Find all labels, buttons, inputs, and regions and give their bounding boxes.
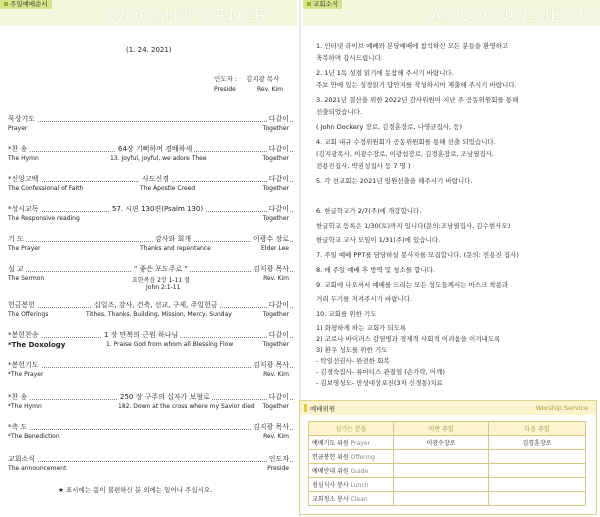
order-item-leader: 다같이 <box>268 145 289 153</box>
announcement-line: 10. 교회를 위한 기도 <box>316 310 377 318</box>
announcement-line: 1) 화평하게 하는 교회가 되도록 <box>316 324 407 332</box>
table-row <box>309 436 586 450</box>
announcement-line: 축복하며 감사드립니다. <box>316 54 383 62</box>
order-item <box>8 262 293 291</box>
this-week-cell <box>394 464 489 478</box>
order-item-leader-en: Preside <box>267 465 289 472</box>
order-item-leader: 다같이 <box>268 205 289 213</box>
announcement-line: 2. 1년 1독 성경 읽기에 동참해 주시기 바랍니다. <box>316 69 454 77</box>
order-item-leader-en: Together <box>262 341 289 348</box>
worship-order-tag <box>0 0 52 9</box>
this-week-cell <box>394 478 489 492</box>
announcement-line: 거리 두기를 지켜주시기 바랍니다. <box>316 295 413 303</box>
announcement-line: 1. 인터넷 라이브 예배와 본당예배에 참석하신 모든 분들을 환영하고 <box>316 42 509 50</box>
order-item-content: 십일조, 감사, 건축, 선교, 구제, 주일헌금 <box>94 301 218 309</box>
next-week-cell <box>489 464 586 478</box>
order-item-leader-en: Elder Lee <box>261 245 289 252</box>
order-item-title: 설 교 <box>8 265 24 273</box>
order-item-leader-en: Together <box>262 215 289 222</box>
role-en: Clean <box>350 496 368 503</box>
order-item-leader-en: Rev. Kim <box>263 371 289 378</box>
order-item-content: " 좋은 포도주로 " <box>134 265 188 273</box>
order-item-content-en: Thanks and repentance <box>140 245 211 252</box>
worship-order-title: WORSHIP ORDER <box>108 6 269 25</box>
order-item-content-en: Tithes, Thanks, Building, Mission, Mercy, Sunday <box>86 311 232 318</box>
order-item-leader: 다같이 <box>268 115 289 123</box>
bar-marker-icon <box>304 404 307 412</box>
announcement-line: 5. 각 선교회는 2021년 임원선출을 해주시기 바랍니다. <box>316 177 473 185</box>
role-en: Offering <box>350 454 375 461</box>
announcement-line: 한글학교 등록은 1/30(토)까지 입니다(문의:조남필집사, 김수현사모) <box>316 222 511 230</box>
order-item-title: 기 도 <box>8 235 24 243</box>
order-item-content-en: 1. Praise God from whom all Blessing Flow <box>106 341 234 348</box>
order-item <box>8 420 293 442</box>
order-item-title-en: The Offerings <box>8 311 49 318</box>
order-item-content-en: 182. Down at the cross where my Savior died <box>118 403 255 410</box>
announcement-line: - 탁일선권사- 완전한 회복 <box>316 357 390 365</box>
worship-service-box <box>299 400 597 515</box>
announcement-line: 주보 안에 있는 성경읽기 답안지를 작성하시어 제출해 주시기 바랍니다. <box>316 81 517 89</box>
dotted-leader <box>8 121 293 122</box>
order-item <box>8 298 293 320</box>
role-ko: 예배기도 위원 <box>312 440 349 447</box>
role-en: Lunch <box>350 482 369 489</box>
announcement-line: 한글학교 교사 모임이 1/31(주)에 있습니다. <box>316 236 441 244</box>
order-item-leader: 인도자 <box>268 455 289 463</box>
leader-label: 인도자 : <box>214 75 238 83</box>
order-item-title-en: *The Hymn <box>8 403 42 410</box>
order-item-content: 사도신경 <box>142 175 170 183</box>
announcements-tag <box>303 0 342 9</box>
order-item-title-en: The Confessional of Faith <box>8 185 84 192</box>
next-week-cell <box>489 478 586 492</box>
announcements-tag-label: 교회소식 <box>313 0 339 8</box>
table-header-row <box>309 422 586 436</box>
order-item-leader-en: Rev. Kim <box>263 275 289 282</box>
order-item-content: 57. 시편 130편(Psalm 130) <box>112 205 204 213</box>
worship-order-tag-label: 주일예배순서 <box>10 0 48 8</box>
order-item-title: *성시교독 <box>8 205 39 213</box>
order-item-content-en: The Apostle Creed <box>140 185 196 192</box>
role-ko: 점심식사 봉사 <box>312 482 349 489</box>
order-item-title: *찬 송 <box>8 393 28 401</box>
order-item-leader-en: Together <box>262 311 289 318</box>
announcement-line: 6. 한글학교가 2/7(주)에 개강합니다. <box>316 207 422 215</box>
order-item-title-en: *The Benediction <box>8 433 60 440</box>
order-item-title-en: *The Prayer <box>8 371 44 378</box>
order-item-content: 1 장 만복의 근원 하나님 <box>104 331 179 339</box>
role-cell <box>309 450 394 464</box>
order-item <box>8 112 293 134</box>
order-item-leader: 다같이 <box>268 301 289 309</box>
order-item-content: 64장 기뻐하며 경배하세 <box>118 145 193 153</box>
order-item <box>8 232 293 254</box>
order-item-leader: 김지광 목사 <box>252 361 289 369</box>
column-header: 다음 주일 <box>489 422 586 436</box>
worship-service-tag: 예배위원 <box>310 405 336 413</box>
order-item-title: *신앙고백 <box>8 175 39 183</box>
role-ko: 예배안내 위원 <box>312 468 349 475</box>
order-item <box>8 142 293 164</box>
next-week-cell <box>489 492 586 506</box>
column-header: 섬기는 분들 <box>309 422 394 436</box>
order-item-leader-en: Together <box>262 125 289 132</box>
order-item-scripture-en: John 2:1-11 <box>146 284 181 291</box>
table-row <box>309 464 586 478</box>
square-bullet-icon <box>4 2 8 6</box>
role-en: Prayer <box>350 440 370 447</box>
role-ko: 교회청소 봉사 <box>312 496 349 503</box>
column-header: 이번 주일 <box>394 422 489 436</box>
announcements-title: ANNOUNCEMENTS <box>430 6 600 25</box>
order-item-title: 교회소식 <box>8 455 36 463</box>
standing-footnote: ★ 표시에는 몸이 불편하신 분 외에는 일어나 주십시오. <box>58 486 213 494</box>
order-item <box>8 202 293 224</box>
announcement-line: 8. 매 주일 예배 후 방역 및 청소를 합니다. <box>316 266 435 274</box>
this-week-cell <box>394 492 489 506</box>
worship-service-header <box>300 401 596 415</box>
order-item-leader: 김지광 목사 <box>252 423 289 431</box>
announcement-line: 9. 교회에 나오셔서 예배를 드리는 모든 성도들께서는 마스크 착용과 <box>316 281 509 289</box>
order-item-title: *봉헌기도 <box>8 361 39 369</box>
service-date: (1. 24. 2021) <box>126 46 172 54</box>
announcement-line: 2) 코로나 바이러스 감염병과 경제적 사회적 어려움을 이겨내도록 <box>316 335 501 343</box>
leader-label-en: Preside <box>214 86 236 93</box>
order-item-title: 묵상기도 <box>8 115 36 123</box>
worship-service-title: Worship Service <box>535 404 588 412</box>
order-item-title-en: Prayer <box>8 125 28 132</box>
order-item-leader-en: Rev. Kim <box>263 433 289 440</box>
announcement-line: 전용진집사, 박권성집사 등 7 명 ) <box>316 162 411 170</box>
order-item-leader-en: Together <box>262 155 289 162</box>
order-item-leader: 김지광 목사 <box>252 265 289 273</box>
order-item-leader: 다같이 <box>268 393 289 401</box>
role-ko: 헌금봉헌 위원 <box>312 454 349 461</box>
next-week-cell: 김경훈장로 <box>489 436 586 450</box>
order-item-leader-en: Together <box>262 403 289 410</box>
order-item-content-en: 요한복음 2장 1-11 절 <box>132 277 190 284</box>
role-cell <box>309 492 394 506</box>
table-row <box>309 492 586 506</box>
order-item-title-en: The Prayer <box>8 245 41 252</box>
order-item <box>8 452 293 474</box>
announcement-line: - 김보영성도- 만성대상포진(3차 신경통)치료 <box>316 379 443 387</box>
announcement-line: - 김경숙집사- 류마티스 관절염 (손가락, 어깨) <box>316 368 445 376</box>
order-item-title: *축 도 <box>8 423 28 431</box>
announcement-line: 7. 주일 예배 PPT를 담당하실 봉사자를 모집합니다. (문의: 전용진 집사) <box>316 251 519 259</box>
leader-name-en: Rev. Kim <box>257 86 283 93</box>
announcement-line: 4. 교회 내규 수정위원회가 공동위원회를 통해 선출 되었습니다. <box>316 138 496 146</box>
announcement-line: 3) 환우 성도를 위한 기도 <box>316 346 388 354</box>
announcement-line: 선출되었습니다. <box>316 108 363 116</box>
announcement-line: 3. 2021년 결산을 위한 2022년 감사위원이 지난 주 공동위원회를 통해 <box>316 96 519 104</box>
role-en: Guide <box>350 468 369 475</box>
order-item <box>8 358 293 380</box>
announcement-line: ( John Dockery 장로, 김경훈장로, 나영균집사, 등) <box>316 123 463 131</box>
order-item-title-en: The Responsive reading <box>8 215 80 222</box>
order-item-leader: 다같이 <box>268 175 289 183</box>
order-item-title-en: The Hymn <box>8 155 39 162</box>
order-item-content-en: 13. Joyful, joyful, we adore Thee <box>110 155 207 162</box>
this-week-cell: 이광수장로 <box>394 436 489 450</box>
order-item-content: 250 장 구주의 십자가 보혈로 <box>120 393 210 401</box>
order-item-title: *봉헌찬송 <box>8 331 39 339</box>
square-bullet-icon <box>307 2 311 6</box>
next-week-cell <box>489 450 586 464</box>
order-item-content: 감사와 회개 <box>155 235 192 243</box>
role-cell <box>309 464 394 478</box>
order-item <box>8 172 293 194</box>
order-item-leader: 이광수 장로 <box>252 235 289 243</box>
this-week-cell <box>394 450 489 464</box>
order-item-title-en: The Sermon <box>8 275 45 282</box>
order-item-leader: 다같이 <box>268 331 289 339</box>
order-item-title-en: *The Doxology <box>8 341 66 349</box>
order-item-leader-en: Together <box>262 185 289 192</box>
order-item <box>8 390 293 412</box>
role-cell <box>309 436 394 450</box>
dotted-leader <box>8 461 293 462</box>
table-row <box>309 450 586 464</box>
order-item-title: 헌금봉헌 <box>8 301 36 309</box>
order-item-title: *찬 송 <box>8 145 28 153</box>
announcement-line: (김지광목사, 이광수장로, 이광섭장로, 김경훈장로, 조남필집사, <box>316 150 495 158</box>
order-item-title-en: The announcement <box>8 465 67 472</box>
leader-name: 김지광 목사 <box>246 75 280 83</box>
role-cell <box>309 478 394 492</box>
order-item <box>8 328 293 350</box>
worship-service-table <box>308 421 586 506</box>
table-row <box>309 478 586 492</box>
